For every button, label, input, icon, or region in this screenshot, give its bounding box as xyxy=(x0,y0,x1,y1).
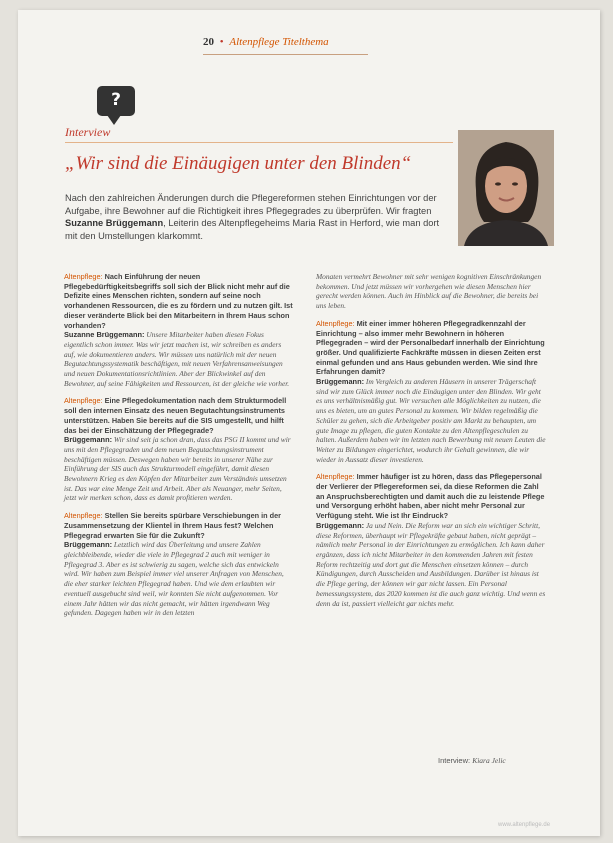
interview-answer xyxy=(316,377,546,464)
kicker-label: Interview xyxy=(65,125,111,139)
interview-answer xyxy=(64,330,294,388)
header-underline xyxy=(203,54,368,55)
question-mark-glyph: ? xyxy=(111,90,121,110)
kicker-rule xyxy=(65,142,453,143)
answer-speaker: Suzanne Brüggemann: xyxy=(64,330,145,340)
answer-text: Letztlich wird das Überleitung und unsere Zahlen gleichbleibende, wieder die viele in Pflegegrad 2 auch mit weniger in Pflegegrad 3. Aber es ist schwierig zu sagen, welche sich das entwickeln wird. Wir haben zum Beispiel immer viel unserer Anfragen von Menschen, die eher starker leichten Pflegegrad haben. Und wie dem erlaubten wir eventuell ausgebucht sind weil, wir konnten Sie nicht aufgenommen. Vor einem Jahr hätten wir das nicht gemacht, wir hätten irgendwann Weg gefunden. Dagegen haben wir in den letzten xyxy=(64,540,284,618)
answer-text: Wir sind seit ja schon dran, dass das PSG II kommt und wir uns mit den Pflegegraden und dem neuen Begutachtungsinstrument beschäftigen müssen. Deswegen haben wir bereits in unserer Nähe zur Einführung der SIS auch das Strukturmodell eingeführt, damit diesen Bewohnern Krieg es den Köpfen der Mitarbeiter zum Verständnis umsetzen ist. Das war eine Menge Zeit und Arbeit. Aber als Neuanger, mehr Seiten, jetzt wir merken schon, dass es damit profitieren werden. xyxy=(64,435,291,503)
question-text: Nach Einführung der neuen Pflegebedürftigkeitsbegriffs soll sich der Blick nicht mehr auf die Defizite eines Menschen richten, sondern auf seine noch vorhandenen Ressourcen, die es zu fördern und zu nutzen gilt. Ist dieser veränderte Blick bei den Mitarbeitern in Ihrem Haus schon vorhanden? xyxy=(64,272,293,330)
answer-text: Monaten vermehrt Bewohner mit sehr wenigen kognitiven Einschränkungen bekommen. Und jetzt müssen wir vorhergehen wie diesen Menschen hier gerecht werden können. Auch im Hinblick auf die Bewohner, die bereits bei uns leben. xyxy=(316,272,542,311)
interview-answer xyxy=(64,435,294,503)
credit-label: Interview: xyxy=(438,756,471,765)
question-tag: Altenpflege: xyxy=(316,318,355,328)
question-tag: Altenpflege: xyxy=(64,511,103,521)
qa-block xyxy=(64,396,294,503)
interview-question xyxy=(316,472,546,521)
qa-block xyxy=(316,472,546,608)
question-tag: Altenpflege: xyxy=(64,272,103,281)
qa-block xyxy=(64,272,294,388)
interview-credit xyxy=(438,756,506,765)
answer-text: Unsere Mitarbeiter haben diesen Fokus eigentlich schon immer. Was wir jetzt machen ist, wir schreiben es anders auf, wie dokumentieren anders. Wir müssen uns natürlich mit der neuen Begutachtungssystematik beschäftigen, mit neuen Verfahrensanweisungen und neuen Dokumentationsrichtlinien. Aber der Blickwinkel auf den Bewohner, auf seine Fähigkeiten und Ressourcen, ist der gleiche wie vorher. xyxy=(64,330,290,388)
lead-text-2: , Leiterin des Altenpflegeheims Maria Rast in Herford, wie man dort mit den Umstellungen klarkommt. xyxy=(65,218,440,241)
interview-answer xyxy=(64,540,294,618)
question-text: Stellen Sie bereits spürbare Verschiebungen in der Zusammensetzung der Klientel in Ihrem Haus fest? Welchen Pflegegrad erwarten Sie für die Zukunft? xyxy=(64,511,281,540)
answer-text: Ja und Nein. Die Reform war an sich ein wichtiger Schritt, diese Reformen, überhaupt wir Pflegekräfte gebaut haben, nicht geprägt – nämlich mehr Personal in der Einrichtungen zu ermöglichen. Ich kann daher ergänzen, dass ich nicht Mitarbeiter in den kommenden Jahren mit festen Reform rechtzeitig und dort gut die Menschen einsetzen können – durch Kündigungen, durch Ausscheiden und Ausbildungen. Darüber ist hinaus ist die Pflege gering, der können wir gar nicht lassen. Ein Personal bemessungssystem, das 2020 kommen ist die auch ganz wichtig. Und wenn es denn da ist, passiert vielleicht gar nichts mehr. xyxy=(316,520,546,608)
lead-text-1: Nach den zahlreichen Änderungen durch die Pflegereformen stehen Einrichtungen vor der Aufgabe, ihre Bewohner auf die Richtigkeit ihres Pflegegrades zu überprüfen. Wir fragten xyxy=(65,193,437,216)
answer-speaker: Brüggemann: xyxy=(64,540,113,550)
question-speech-bubble-icon xyxy=(97,86,135,116)
interview-answer-continued xyxy=(316,272,546,311)
article-title: „Wir sind die Einäugigen unter den Blinden“ xyxy=(65,153,412,174)
running-header xyxy=(203,36,329,48)
question-text: Immer häufiger ist zu hören, dass das Pflegepersonal der Verlierer der Pflegereformen sei, da diese Reformen die Zahl an Anspruchsberechtigten und damit auch die zu leistende Pflege und Versorgung erhöht haben, aber nicht mehr Personal zur Verfügung steht. Wie ist Ihr Eindruck? xyxy=(316,472,545,521)
header-separator: • xyxy=(219,36,224,48)
answer-speaker: Brüggemann: xyxy=(316,377,365,387)
interviewee-portrait xyxy=(458,130,554,246)
interview-question xyxy=(64,272,294,330)
answer-text: Im Vergleich zu anderen Häusern in unserer Trägerschaft sind wir zum Glück immer noch die Einäugigen unter den Blinden. Wir geht es uns verhältnismäßig gut. Wir versuchen alle Möglichkeiten zu nutzen, die uns es bieten, um an gutes Personal zu kommen. Wir bilden regelmäßig die Schüler zu gehen, sich die Arbeitgeber positiv am Markt zu behaupten, um gute Image zu pflegen, die guten Kontakte zu den Altenpflegeschulen zu halten. Außerdem haben wir im letzten nach Bewerbung mit neuen Leuten die Weiter zu Bildungen eingerichtet, wodurch ihr Gehalt gewinnen, die wir wieder in Aussatz dieser investieren. xyxy=(316,377,546,464)
magazine-page xyxy=(18,10,600,836)
question-text: Eine Pflegedokumentation nach dem Strukturmodell soll den internen Einsatz des neuen Begutachtungsinstruments unterstützen. Haben Sie bereits auf die SIS umgestellt, und hilft das bei der Einschätzung der Pflegegrade? xyxy=(64,396,287,435)
interview-answer xyxy=(316,521,546,608)
portrait-image xyxy=(458,130,554,246)
interview-question xyxy=(64,396,294,435)
answer-speaker: Brüggemann: xyxy=(316,520,365,530)
interview-column-right xyxy=(316,272,546,616)
question-text: Mit einer immer höheren Pflegegradkennzahl der Einrichtung – also immer mehr Bewohnern in höheren Pflegegraden – wird der Personalbedarf innerhalb der Einrichtung größer. Und qualifizierte Fachkräfte müssen in diesen Zeiten erst einmal gefunden und ans Haus gebunden werden. Wie sind Ihre Erfahrungen damit? xyxy=(316,318,545,377)
interview-question xyxy=(64,511,294,540)
qa-block xyxy=(64,511,294,618)
page-footer: www.altenpflege.de xyxy=(498,822,551,828)
article-lead xyxy=(65,192,453,242)
lead-interviewee-name: Suzanne Brüggemann xyxy=(65,218,164,228)
qa-block xyxy=(316,319,546,465)
answer-speaker: Brüggemann: xyxy=(64,435,113,445)
page-number: 20 xyxy=(203,36,214,48)
interview-question xyxy=(316,319,546,377)
question-tag: Altenpflege: xyxy=(316,472,355,482)
qa-block xyxy=(316,272,546,311)
credit-author: Kiara Jelic xyxy=(472,756,506,765)
question-tag: Altenpflege: xyxy=(64,396,103,406)
interview-column-left xyxy=(64,272,294,626)
section-name: Altenpflege Titelthema xyxy=(229,36,329,48)
